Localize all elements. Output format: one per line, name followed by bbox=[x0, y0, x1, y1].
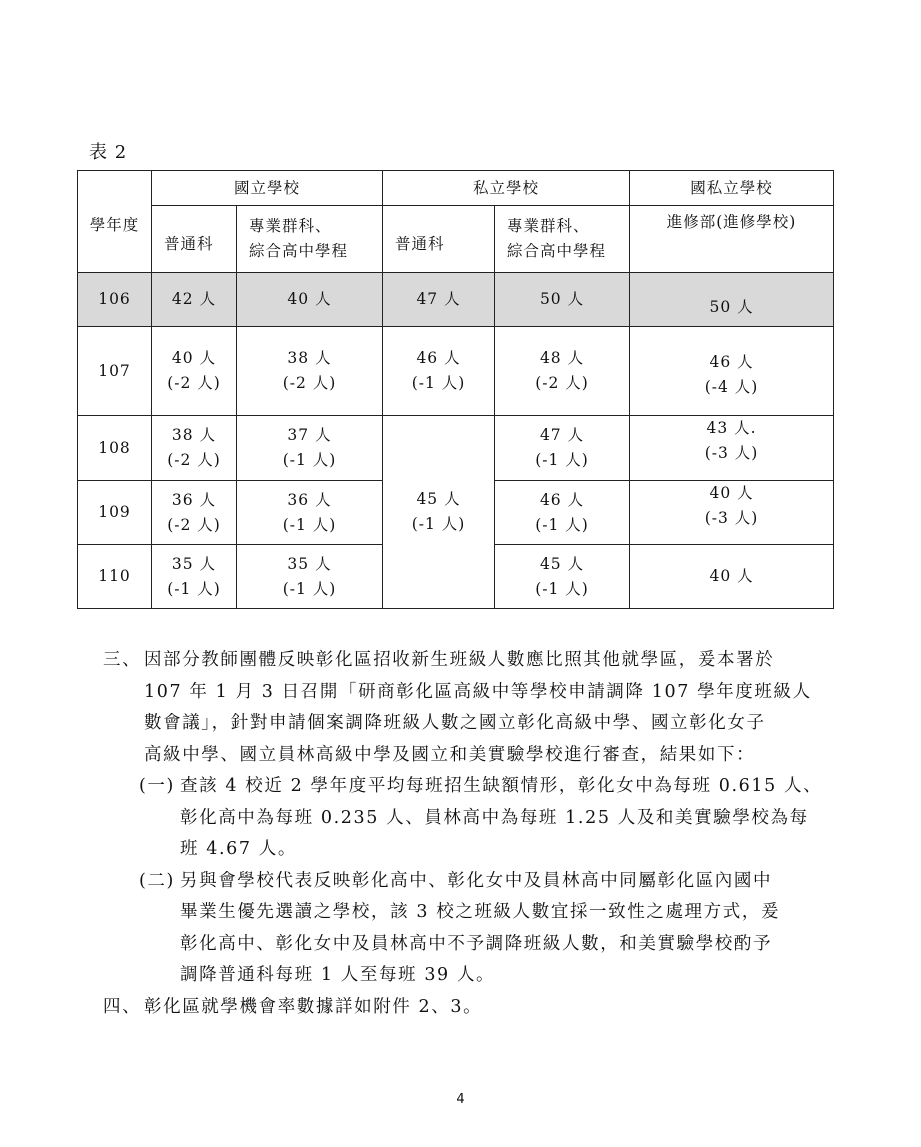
paragraph-number: 四、 bbox=[103, 996, 142, 1017]
table-caption: 表 2 bbox=[89, 142, 128, 163]
cell-public-vocational: 38 人 (-2 人) bbox=[237, 327, 383, 416]
table-row bbox=[78, 327, 834, 416]
paragraph-3: 三、 因部分教師團體反映彰化區招收新生班級人數應比照其他就學區，爰本署於 107 年 1 月 3 日召開「研商彰化區高級中等學校申請調降 107 學年度班級人 數會議」，針對申請個案調降班級人數之國立彰化高級中學、國立彰化女子 高級中學、國立員林高級中學及國立和美實驗學校進行審查，結果如下： bbox=[0, 645, 921, 771]
cell-year: 110 bbox=[78, 545, 152, 609]
cell-continuing: 50 人 bbox=[630, 273, 834, 327]
cell-public-vocational: 35 人 (-1 人) bbox=[237, 545, 383, 609]
cell-year: 108 bbox=[78, 416, 152, 481]
cell-private-vocational: 48 人 (-2 人) bbox=[495, 327, 630, 416]
cell-private-vocational: 50 人 bbox=[495, 273, 630, 327]
body-text bbox=[0, 645, 921, 1023]
cell-private-vocational: 45 人 (-1 人) bbox=[495, 545, 630, 609]
cell-public-general: 35 人 (-1 人) bbox=[152, 545, 237, 609]
page-number: 4 bbox=[456, 1092, 465, 1107]
header-public-general: 普通科 bbox=[152, 206, 237, 273]
header-private-vocational: 專業群科、 綜合高中學程 bbox=[495, 206, 630, 273]
header-public-private-school: 國私立學校 bbox=[630, 171, 834, 206]
cell-private-general-merged: 45 人 (-1 人) bbox=[383, 416, 495, 609]
paragraph-3-2: (二) 另與會學校代表反映彰化高中、彰化女中及員林高中同屬彰化區內國中 畢業生優先選讀之學校，該 3 校之班級人數宜採一致性之處理方式，爰 彰化高中、彰化女中及員林高中不予調降班級人數，和美實驗學校酌予 調降普通科每班 1 人至每班 39 人。 bbox=[0, 866, 921, 992]
cell-public-vocational: 37 人 (-1 人) bbox=[237, 416, 383, 481]
paragraph-4: 四、 彰化區就學機會率數據詳如附件 2、3。 bbox=[0, 992, 921, 1024]
cell-year: 109 bbox=[78, 481, 152, 545]
header-year: 學年度 bbox=[78, 171, 152, 273]
cell-public-general: 42 人 bbox=[152, 273, 237, 327]
header-public-school: 國立學校 bbox=[152, 171, 383, 206]
cell-public-general: 36 人 (-2 人) bbox=[152, 481, 237, 545]
cell-private-vocational: 47 人 (-1 人) bbox=[495, 416, 630, 481]
cell-year: 107 bbox=[78, 327, 152, 416]
paragraph-number: (二) bbox=[139, 870, 175, 891]
table-row bbox=[78, 273, 834, 327]
table-row bbox=[78, 416, 834, 481]
cell-year: 106 bbox=[78, 273, 152, 327]
cell-public-vocational: 40 人 bbox=[237, 273, 383, 327]
paragraph-number: 三、 bbox=[103, 650, 142, 670]
cell-public-general: 40 人 (-2 人) bbox=[152, 327, 237, 416]
cell-private-general: 46 人 (-1 人) bbox=[383, 327, 495, 416]
cell-public-general: 38 人 (-2 人) bbox=[152, 416, 237, 481]
cell-continuing: 40 人 bbox=[630, 545, 834, 609]
header-private-general: 普通科 bbox=[383, 206, 495, 273]
header-private-school: 私立學校 bbox=[383, 171, 630, 206]
paragraph-3-1: (一) 查該 4 校近 2 學年度平均每班招生缺額情形，彰化女中為每班 0.615 人、 彰化高中為每班 0.235 人、員林高中為每班 1.25 人及和美實驗學校為每 班 4.67 人。 bbox=[0, 771, 921, 866]
class-size-table bbox=[77, 170, 834, 609]
cell-private-general: 47 人 bbox=[383, 273, 495, 327]
paragraph-number: (一) bbox=[139, 776, 175, 796]
cell-continuing: 46 人 (-4 人) bbox=[630, 327, 834, 416]
cell-continuing: 40 人 (-3 人) bbox=[630, 481, 834, 545]
header-continuing-division: 進修部(進修學校) bbox=[630, 206, 834, 273]
header-public-vocational: 專業群科、 綜合高中學程 bbox=[237, 206, 383, 273]
cell-public-vocational: 36 人 (-1 人) bbox=[237, 481, 383, 545]
cell-continuing: 43 人. (-3 人) bbox=[630, 416, 834, 481]
cell-private-vocational: 46 人 (-1 人) bbox=[495, 481, 630, 545]
